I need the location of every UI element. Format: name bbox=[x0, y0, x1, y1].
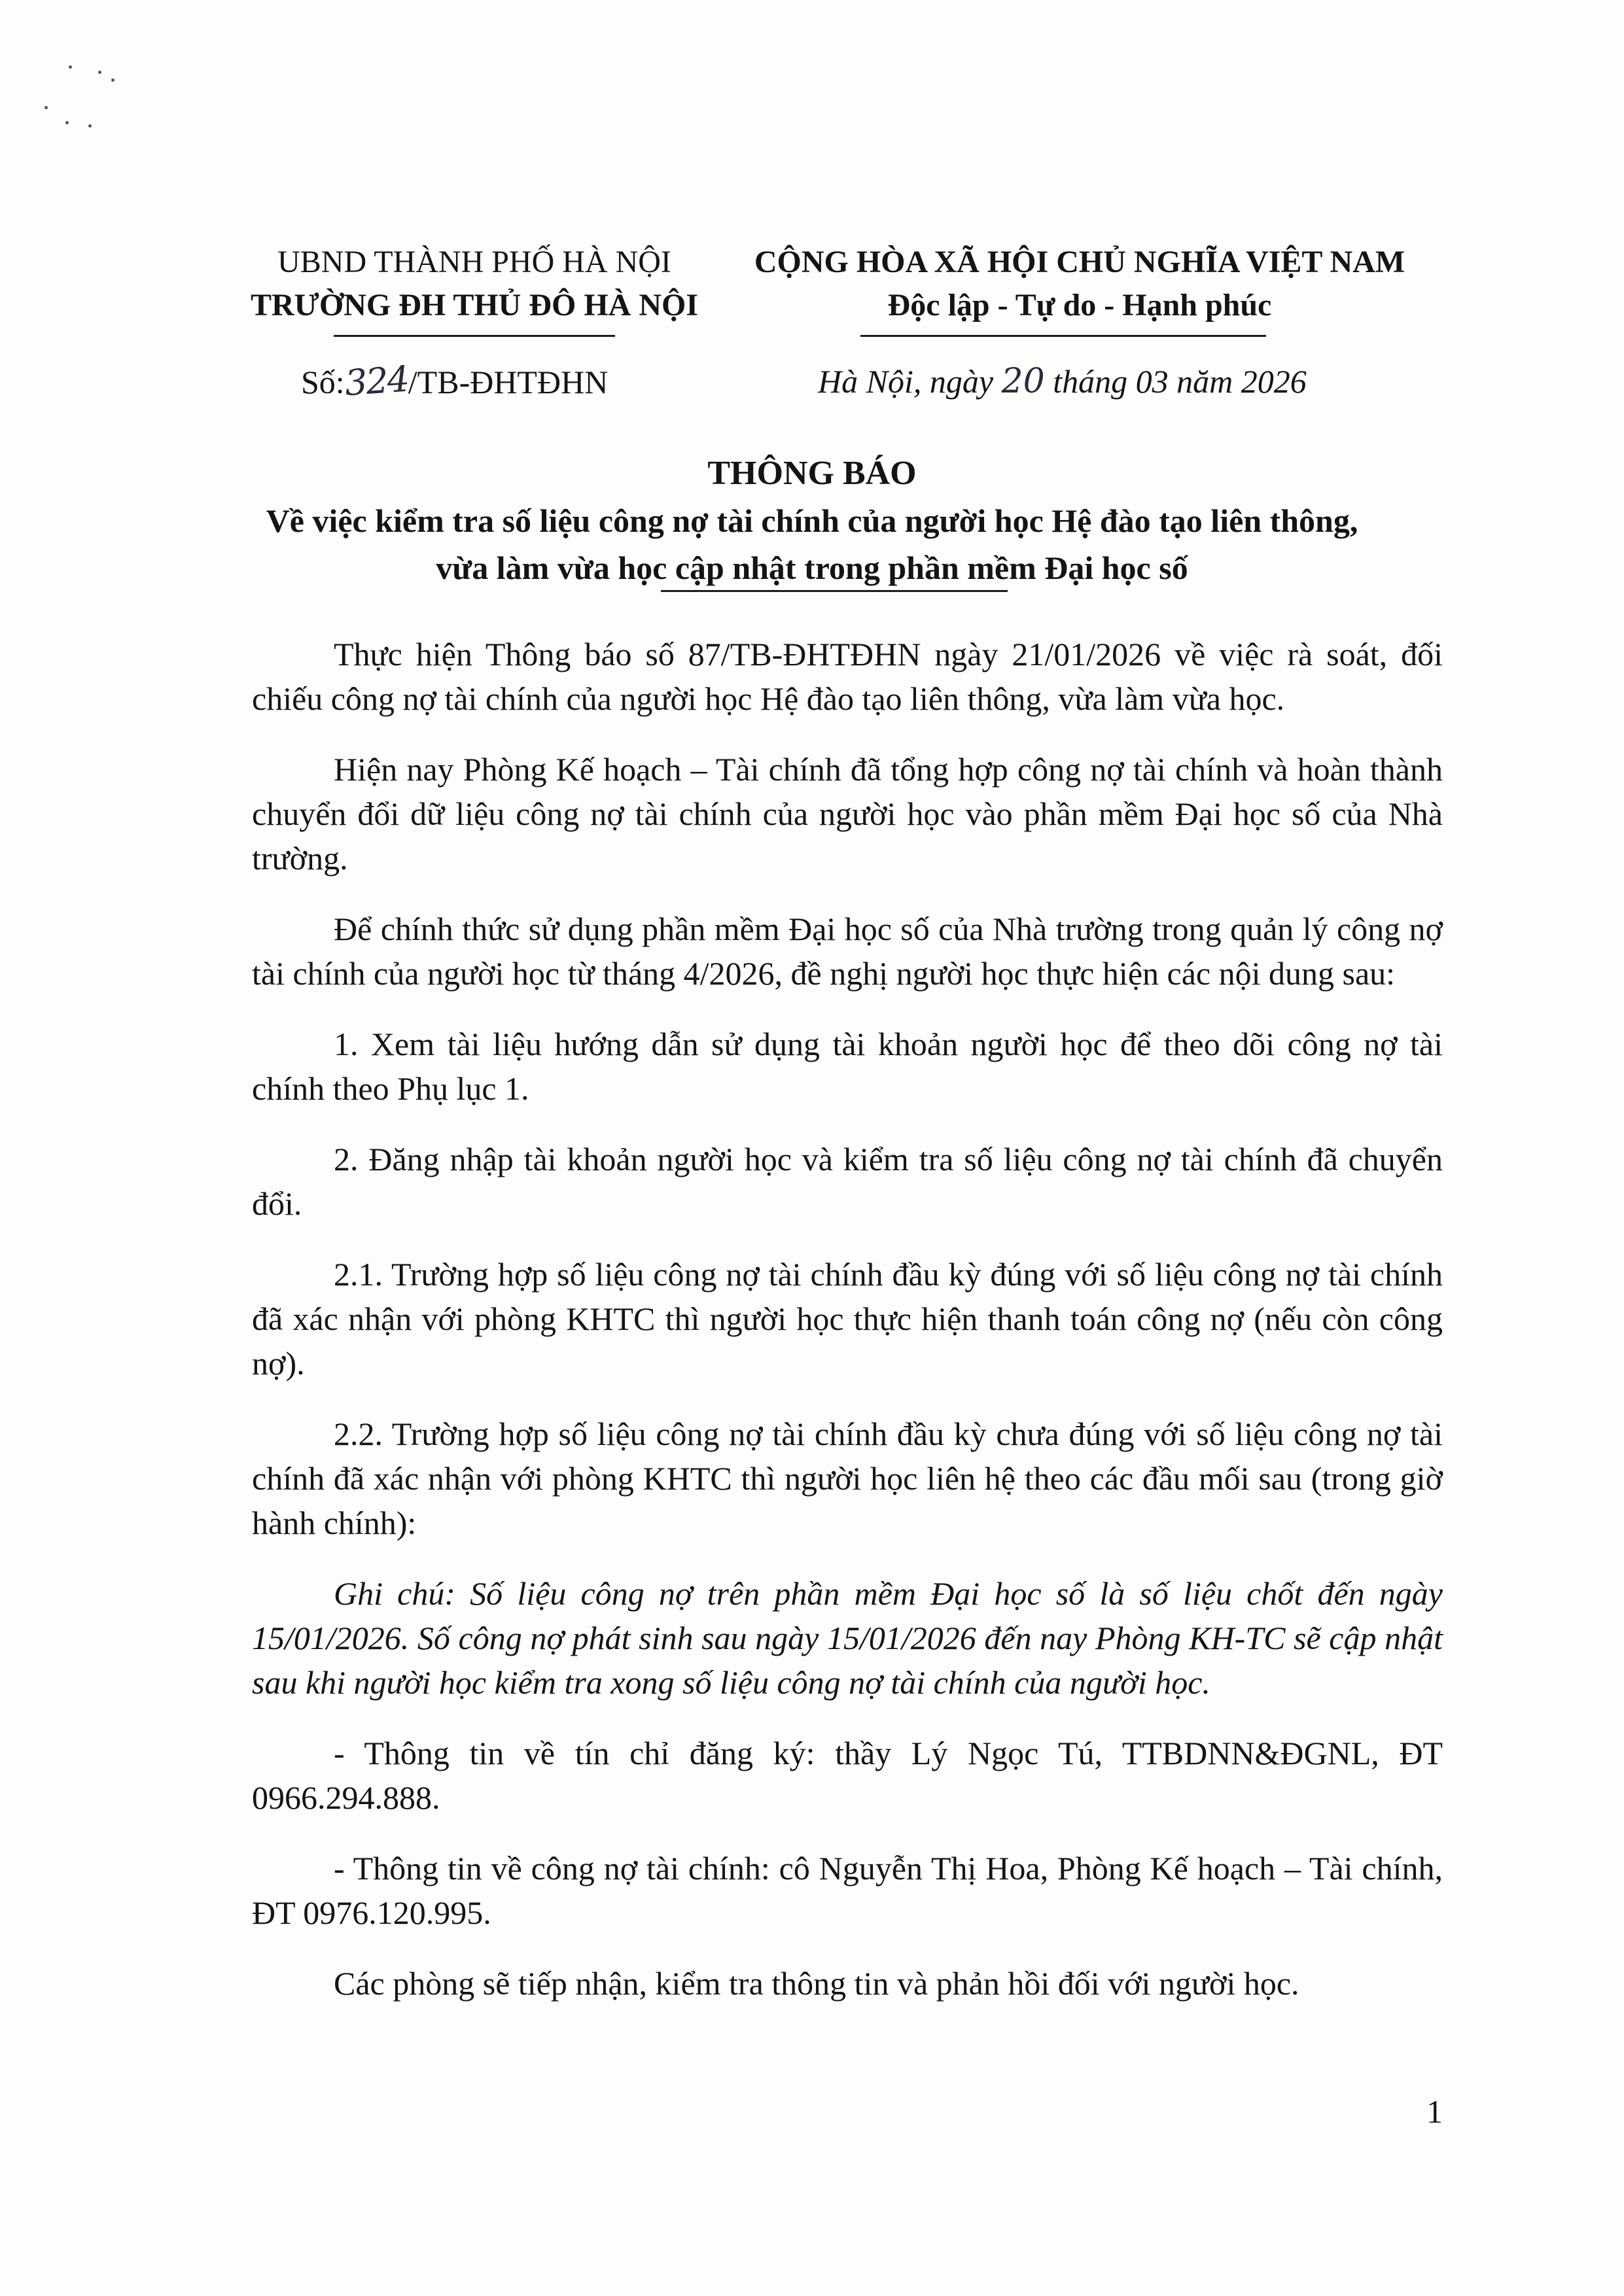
paragraph: 2.2. Trường hợp số liệu công nợ tài chính đầu kỳ chưa đúng với số liệu công nợ tài chính đã xác nhận với phòng KHTC thì người học liên hệ theo các đầu mối sau (trong giờ hành chính): bbox=[252, 1416, 1443, 1541]
issuing-agency bbox=[242, 241, 707, 327]
agency-underline bbox=[334, 335, 615, 337]
paragraph: - Thông tin về công nợ tài chính: cô Nguyễn Thị Hoa, Phòng Kế hoạch – Tài chính, ĐT 0976.120.995. bbox=[252, 1850, 1443, 1931]
paragraph: - Thông tin về tín chỉ đăng ký: thầy Lý Ngọc Tú, TTBDNN&ĐGNL, ĐT 0966.294.888. bbox=[252, 1735, 1443, 1816]
subtitle-line-2: vừa làm vừa học cập nhật trong phần mềm Đại học số bbox=[436, 549, 1188, 586]
doc-number-suffix: /TB-ĐHTĐHN bbox=[408, 364, 609, 400]
date-suffix: tháng 03 năm 2026 bbox=[1053, 363, 1307, 400]
paragraph: Để chính thức sử dụng phần mềm Đại học số của Nhà trường trong quản lý công nợ tài chính của người học từ tháng 4/2026, đề nghị người học thực hiện các nội dung sau: bbox=[252, 911, 1443, 992]
subtitle-line-1: Về việc kiểm tra số liệu công nợ tài chính của người học Hệ đào tạo liên thông, bbox=[266, 502, 1358, 539]
agency-name: TRƯỜNG ĐH THỦ ĐÔ HÀ NỘI bbox=[250, 288, 699, 322]
scan-speck bbox=[69, 65, 72, 69]
scan-speck bbox=[111, 78, 115, 82]
national-motto bbox=[752, 241, 1407, 327]
document-number bbox=[301, 358, 608, 405]
subtitle-underline bbox=[661, 590, 1008, 592]
scan-speck bbox=[65, 121, 69, 124]
paragraph: Các phòng sẽ tiếp nhận, kiểm tra thông tin và phản hồi đối với người học. bbox=[334, 1965, 1299, 2002]
date-prefix: Hà Nội, ngày bbox=[818, 363, 994, 400]
document-title: THÔNG BÁO bbox=[707, 455, 917, 492]
document-body bbox=[252, 632, 1443, 2032]
page-number: 1 bbox=[1426, 2093, 1443, 2130]
paragraph: 1. Xem tài liệu hướng dẫn sử dụng tài khoản người học để theo dõi công nợ tài chính theo Phụ lục 1. bbox=[252, 1026, 1443, 1107]
country-name: CỘNG HÒA XÃ HỘI CHỦ NGHĨA VIỆT NAM bbox=[754, 245, 1405, 279]
paragraph: 2. Đăng nhập tài khoản người học và kiểm tra số liệu công nợ tài chính đã chuyển đổi. bbox=[252, 1141, 1443, 1222]
issue-date bbox=[818, 358, 1307, 404]
note-paragraph: Ghi chú: Số liệu công nợ trên phần mềm Đại học số là số liệu chốt đến ngày 15/01/2026. Số công nợ phát sinh sau ngày 15/01/2026 đến nay Phòng KH-TC sẽ cập nhật sau khi người học kiểm tra xong số liệu công nợ tài chính của người học. bbox=[252, 1575, 1443, 1701]
doc-number-prefix: Số: bbox=[301, 364, 345, 400]
scan-speck bbox=[44, 106, 48, 109]
date-day-handwritten: 20 bbox=[1001, 362, 1045, 401]
agency-parent: UBND THÀNH PHỐ HÀ NỘI bbox=[277, 245, 671, 279]
motto-underline bbox=[860, 335, 1266, 337]
paragraph: Hiện nay Phòng Kế hoạch – Tài chính đã tổng hợp công nợ tài chính và hoàn thành chuyển đổi dữ liệu công nợ tài chính của người học vào phần mềm Đại học số của Nhà trường. bbox=[252, 751, 1443, 877]
scan-speck bbox=[98, 71, 101, 74]
paragraph: 2.1. Trường hợp số liệu công nợ tài chính đầu kỳ đúng với số liệu công nợ tài chính đã xác nhận với phòng KHTC thì người học thực hiện thanh toán công nợ (nếu còn công nợ). bbox=[252, 1256, 1443, 1382]
doc-number-handwritten: 324 bbox=[343, 358, 410, 404]
motto: Độc lập - Tự do - Hạnh phúc bbox=[887, 288, 1272, 322]
document-subtitle bbox=[131, 497, 1493, 591]
scan-speck bbox=[88, 124, 92, 128]
paragraph: Thực hiện Thông báo số 87/TB-ĐHTĐHN ngày 21/01/2026 về việc rà soát, đối chiếu công nợ tài chính của người học Hệ đào tạo liên thông, vừa làm vừa học. bbox=[252, 636, 1443, 717]
